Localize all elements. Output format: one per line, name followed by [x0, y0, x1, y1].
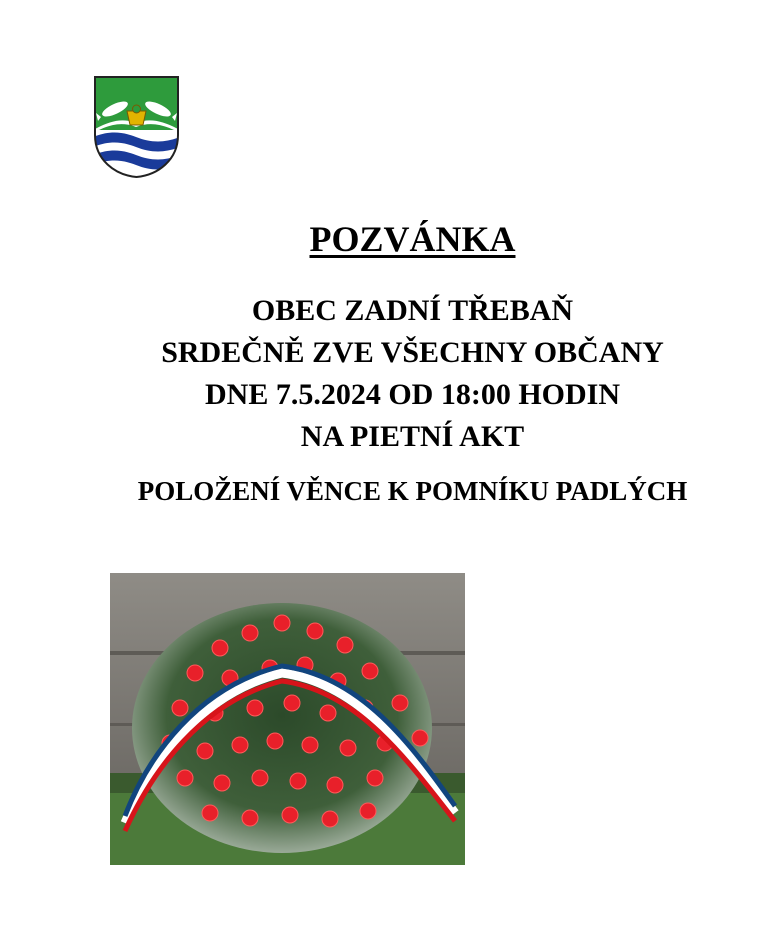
invitation-line: SRDEČNĚ ZVE VŠECHNY OBČANY — [161, 336, 664, 369]
invitation-line: NA PIETNÍ AKT — [300, 420, 525, 453]
invitation-text — [0, 290, 777, 458]
wreath-photo — [110, 573, 465, 865]
invitation-line: DNE 7.5.2024 OD 18:00 HODIN — [204, 378, 620, 411]
coat-of-arms-icon — [93, 75, 180, 179]
invitation-line: OBEC ZADNÍ TŘEBAŇ — [251, 294, 574, 327]
page-title: POZVÁNKA — [309, 219, 516, 259]
event-subtitle: POLOŽENÍ VĚNCE K POMNÍKU PADLÝCH — [137, 476, 688, 506]
